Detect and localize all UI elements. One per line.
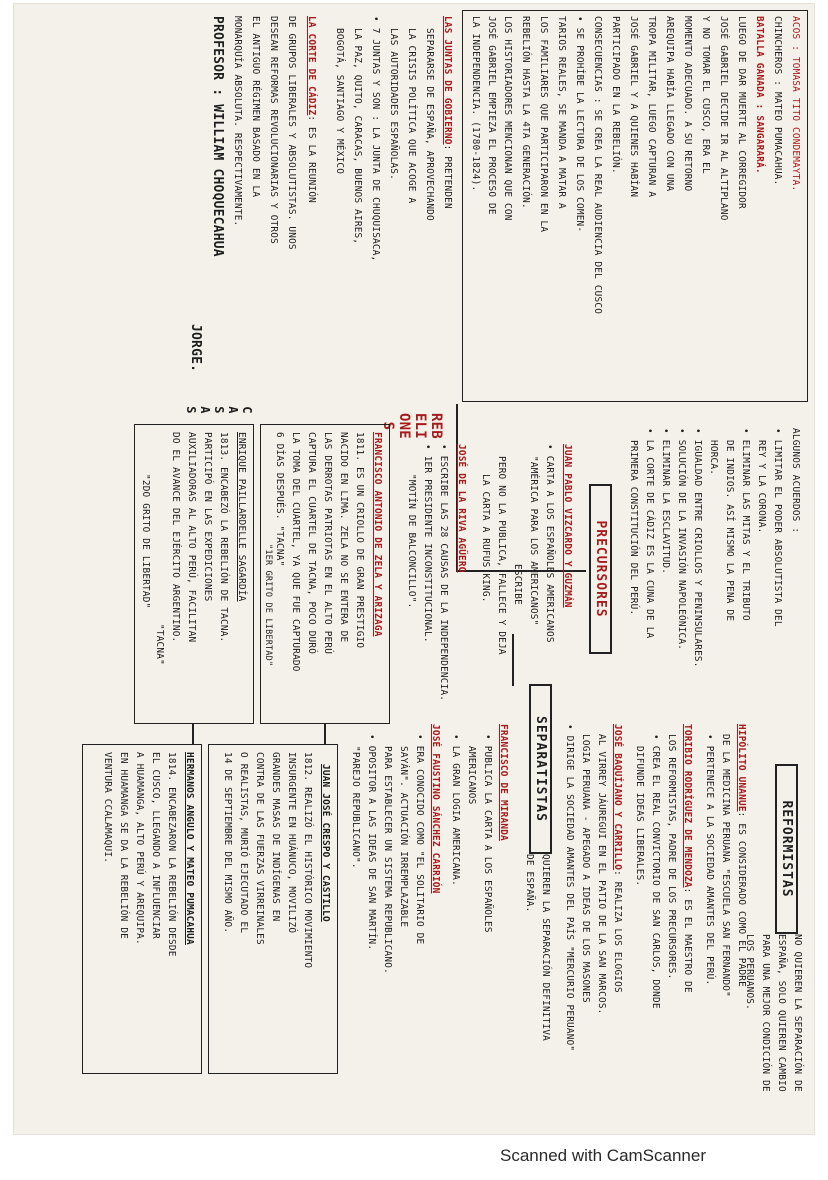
acuerdos-line: DE INDIOS. ASÍ MISMO LA PENA DE: [724, 440, 735, 622]
professor-name-2: JORGE.: [188, 324, 203, 373]
juntas-line: LA CRISIS POLÍTICA QUE ACOGE A: [406, 28, 417, 204]
header-line: CHINCHEROS : MATEO PUMACAHUA.: [772, 16, 783, 186]
reformistas-line: • CREA EL REAL CONVICTORIO DE SAN CARLOS, DONDE: [650, 734, 661, 1009]
reformistas-intro: NO QUIEREN LA SEPARACIÓN DE: [792, 934, 803, 1092]
reformistas-line: DIFUNDE IDEAS LIBERALES.: [634, 746, 645, 887]
acuerdos-line: REY Y LA CORONA.: [756, 440, 767, 534]
crespo-name: JUAN JOSÉ CRESPO Y CASTILLO: [320, 764, 331, 922]
header-line: MOMENTO ADECUADO. A SU RETORNO: [682, 16, 693, 192]
professor-name: PROFESOR : WILLIAM CHOQUECAHUA: [210, 16, 225, 257]
unanue-heading: [735, 724, 748, 987]
acuerdos-line: HORCA.: [708, 440, 719, 476]
header-line: LOS HISTORIADORES MENCIONAN QUE CON: [502, 16, 513, 221]
precursores-line: PERO NO LA PUBLICA, FALLECE Y DEJA: [496, 456, 507, 655]
crespo-line: O REALISTAS, MURIÓ EJECUTADO EL: [238, 752, 249, 934]
acuerdos-line: • LIMITAR EL PODER ABSOLUTISTA DEL: [772, 428, 783, 627]
unanue-tail: : ES CONSIDERADO COMO EL PADRE: [736, 811, 747, 987]
juntas-line: • 7 JUNTAS Y SON : LA JUNTA DE CHUQUISACA,: [370, 16, 381, 262]
reformistas-intro: PARA UNA MEJOR CONDICIÓN DE: [760, 934, 771, 1092]
acuerdos-line: • LA CORTE DE CÁDIZ ES LA CUNA DE LA: [644, 428, 655, 639]
separatistas-line: • ERA CONOCIDO COMO "EL SOLITARIO DE: [414, 734, 425, 945]
header-line: CONSECUENCIAS : SE CREA LA REAL AUDIENCIA DEL CUSCO: [592, 16, 603, 315]
crespo-line: 14 DE SEPTIEMBRE DEL MISMO AÑO.: [222, 752, 233, 934]
reformistas-line: DE LA MEDICINA PERUANA "ESCUELA SAN FERNANDO": [720, 734, 731, 997]
toribio-tail: : ES EL MAESTRO DE: [682, 887, 693, 993]
header-line: LUEGO DE DAR MUERTE AL CORREGIDOR: [736, 16, 747, 209]
juntas-line: BOGOTÁ, SANTIAGO Y MÉXICO: [334, 28, 345, 175]
separatistas-line: • OPOSITOR A LAS IDEAS DE SAN MARTÍN.: [366, 734, 377, 951]
vizcardo-name: JUAN PABLO VIZCARDO Y GUZMÁN: [562, 444, 573, 608]
paillardelle-line: AUXILIADORAS AL ALTO PERÚ, FACILITAN: [186, 432, 197, 643]
reformistas-line: LOGIA PERUANA - APEGADO A IDEAS DE LOS MASONES: [580, 734, 591, 1003]
juntas-line: LAS AUTORIDADES ESPAÑOLAS.: [388, 28, 399, 180]
precursores-line: "MOTÍN DE BALCONCILLO".: [406, 474, 417, 609]
paillardelle-name: ENRIQUE PAILLARDELLE: [236, 432, 247, 549]
cadiz-line: DESEAN REFORMAS REVOLUCIONARIAS Y OTROS: [268, 16, 279, 244]
header-line: TARIOS REALES, SE MANDA A MATAR A: [556, 16, 567, 209]
crespo-line: GRANDES MASAS DE INDÍGENAS EN: [270, 752, 281, 922]
paillardelle-line: 1813. ENCABEZÓ LA REBELIÓN DE TACNA.: [218, 432, 229, 643]
separatistas-title: SEPARATISTAS: [529, 684, 552, 854]
header-line: Y NO TOMAR EL CUSCO, ERA EL: [700, 16, 711, 174]
angulo-line: EN HUAMANGA SE DA LA REBELIÓN DE: [118, 752, 129, 940]
cadiz-title-tail: : ES LA REUNIÓN: [306, 115, 317, 204]
zela-line: 1811. ES UN CRIOLLO DE GRAN PRESTIGIO: [354, 432, 365, 649]
zela-line: LA TOMA DEL CUARTEL, YA QUE FUE CAPTURADO: [290, 432, 301, 672]
paillardelle-line: DO EL AVANCE DEL EJÉRCITO ARGENTINO.: [170, 432, 181, 643]
acuerdos-line: • IGUALDAD ENTRE CRIOLLOS Y PENINSULARES.: [692, 428, 703, 668]
header-line: LOS FAMILIARES QUE PARTICIPARON EN LA: [538, 16, 549, 233]
header-line: JOSÉ GABRIEL Y A QUIENES HABÍAN: [628, 16, 639, 198]
juntas-title-tail: : PRETENDEN: [442, 144, 453, 209]
precursores-title: PRECURSORES: [589, 484, 612, 654]
paillardelle-line: PARTICIPÓ EN LAS EXPEDICIONES: [202, 432, 213, 602]
cadiz-line: MONARQUÍA ABSOLUTA. RESPECTIVAMENTE.: [232, 16, 243, 227]
paillardelle-heading: [235, 432, 248, 602]
zela-name: FRANCISCO ANTONIO DE ZELA Y ARIZAGA: [372, 432, 383, 637]
vertical-label-casas: CASAS: [184, 406, 254, 414]
angulo-name: HERMANOS ANGULO Y MATEO PUMACAHUA: [184, 752, 195, 945]
baquijano-heading: [611, 724, 624, 993]
acuerdos-title: ALGUNOS ACUERDOS :: [790, 428, 801, 534]
separatistas-line: PARA ESTABLECER UN SISTEMA REPUBLICANO.: [382, 746, 393, 974]
angulo-line: A HUAMANGA, ALTO PERÚ Y AREQUIPA.: [134, 752, 145, 945]
acuerdos-line: • ELIMINAR LAS MITAS Y EL TRIBUTO: [740, 428, 751, 621]
unanue-name: HIPÓLITO UNANUE: [736, 724, 747, 812]
separatistas-intro: DE ESPAÑA.: [524, 854, 535, 913]
connector-line: [324, 724, 326, 744]
crespo-line: CONTRA DE LAS FUERZAS VIRREINALES: [254, 752, 265, 945]
acuerdos-line: • SOLUCIÓN DE LA INVASIÓN NAPOLEÓNICA.: [676, 428, 687, 651]
juntas-title: LAS JUNTAS DE GOBIERNO: [442, 16, 453, 145]
cadiz-line: DE GRUPOS LIBERALES Y ABSOLUTISTAS. UNOS: [286, 16, 297, 250]
reformistas-line: AL VIRREY JÁUREGUI EN EL PATIO DE LA SAN MARCOS.: [596, 734, 607, 1015]
carrion-name: JOSÉ FAUSTINO SÁNCHEZ CARRIÓN: [430, 724, 441, 894]
rebeliones-vertical: REBELIONES: [380, 413, 444, 439]
cadiz-title: LA CORTE DE CÁDIZ: [306, 16, 317, 116]
toribio-name: TORIBIO RODRÍGUEZ DE MENDOZA: [682, 724, 693, 888]
zela-line: "1ER GRITO DE LIBERTAD": [263, 544, 273, 667]
header-line: JOSÉ GABRIEL EMPIEZA EL PROCESO DE: [486, 16, 497, 215]
precursores-line: • ESCRIBE LAS 28 CAUSAS DE LA INDEPENDENCIA.: [438, 444, 449, 702]
header-line: ACOS : TOMASA TITO CONDEMAYTA.: [790, 16, 801, 192]
angulo-line: 1814. ENCABEZARON LA REBELIÓN DESDE: [166, 752, 177, 957]
juntas-heading: [441, 16, 454, 209]
paillardelle-line: "2DO GRITO DE LIBERTAD": [140, 474, 151, 609]
header-line: JOSÉ GABRIEL DECIDE IR AL ALTIPLANO: [718, 16, 729, 221]
zela-line: CAPTURA EL CUARTEL DE TACNA, POCO DURÓ: [306, 432, 317, 655]
header-line: LA INDEPENDENCIA. (1780-1824).: [470, 16, 481, 192]
header-line: REBELIÓN HASTA LA 4TA GENERACIÓN.: [520, 16, 531, 209]
connector-line: [512, 634, 514, 686]
header-line: TROPA MILITAR, LUEGO CAPTURAN A: [646, 16, 657, 198]
header-line: AREQUIPA HABÍA LLEGADO CON UNA: [664, 16, 675, 192]
acuerdos-line: PRIMERA CONSTITUCIÓN DEL PERÚ.: [628, 440, 639, 616]
juntas-line: LA PAZ, QUITO, CARACAS, BUENOS AIRES,: [352, 28, 363, 245]
header-line: • SE PROHÍBE LA LECTURA DE LOS COMEN-: [574, 16, 585, 233]
paillardelle-surname: SAGARDÍA: [236, 554, 247, 602]
precursores-line: ESCRIBE: [512, 564, 523, 605]
juntas-line: SEPARARSE DE ESPAÑA, APROVECHANDO: [424, 28, 435, 221]
separatistas-line: • LA GRAN LOGIA AMERICANA.: [450, 734, 461, 886]
crespo-line: INSURGENTE EN HUÁNUCO, MOVILIZÓ: [286, 752, 297, 934]
reformistas-line: LOS REFORMISTAS, PADRE DE LOS PRECURSORES.: [666, 734, 677, 980]
reformistas-intro: ESPAÑA, SOLO QUIEREN CAMBIO: [776, 934, 787, 1092]
precursores-line: "AMÉRICA PARA LOS AMERICANOS": [528, 456, 539, 626]
baquijano-name: JOSÉ BAQUÍJANO Y CARRILLO: [612, 724, 623, 871]
separatistas-line: SAYÁN". ACTUACIÓN IRREMPLAZABLE: [398, 746, 409, 928]
baquijano-tail: : REALIZA LOS ELOGIOS: [612, 870, 623, 993]
separatistas-line: • PUBLICA LA CARTA A LOS ESPAÑOLES: [482, 734, 493, 933]
reformistas-title: REFORMISTAS: [775, 764, 798, 934]
header-line: PARTICIPADO EN LA REBELIÓN.: [610, 16, 621, 174]
crespo-line: 1812. REALIZÓ EL HISTÓRICO MOVIMIENTO: [302, 752, 313, 969]
cadiz-heading: [305, 16, 318, 203]
reformistas-intro: LOS PERUANOS.: [744, 934, 755, 1010]
zela-line: NACIDO EN LIMA. ZELA NO SE ENTERA DE: [338, 432, 349, 643]
rotated-notes: [14, 4, 814, 1134]
precursores-line: • 1ER PRESIDENTE INCONSTITUCIONAL.: [422, 444, 433, 643]
separatistas-line: "PAREJO REPUBLICANO".: [350, 746, 361, 869]
riva-aguero-name: JOSÉ DE LA RIVA AGÜERO: [456, 444, 467, 573]
separatistas-line: AMERICANOS: [466, 746, 477, 805]
acuerdos-line: • ELIMINAR LA ESCLAVITUD.: [660, 428, 671, 575]
separatistas-intro: QUIEREN LA SEPARACIÓN DEFINITIVA: [540, 854, 551, 1042]
reformistas-line: • DIRIGE LA SOCIEDAD AMANTES DEL PAÍS "MERCURIO PERUANO": [564, 724, 575, 1052]
precursores-line: LA CARTA A RUFUS KING.: [480, 474, 491, 603]
angulo-line: VENTURA CCALAMAQUI.: [102, 752, 113, 864]
connector-line: [192, 724, 194, 744]
paillardelle-line: "TACNA": [154, 624, 165, 665]
scanned-page: [14, 4, 814, 1134]
miranda-name: FRANCISCO DE MIRANDA: [498, 724, 509, 841]
zela-line: 6 DÍAS DESPUÉS. "TACNA": [274, 432, 285, 567]
reformistas-line: • PERTENECE A LA SOCIEDAD AMANTES DEL PERÚ.: [704, 734, 715, 986]
header-line: BATALLA GANADA : SANGARARÁ.: [754, 16, 765, 174]
toribio-heading: [681, 724, 694, 993]
scanner-watermark: Scanned with CamScanner: [500, 1146, 707, 1165]
angulo-line: EL CUSCO, LLEGANDO A INFLUENCIAR: [150, 752, 161, 940]
precursores-line: • CARTA A LOS ESPAÑOLES AMERICANOS: [544, 444, 555, 643]
cadiz-line: EL ANTIGUO RÉGIMEN BASADO EN LA: [250, 16, 261, 198]
zela-line: LAS DERROTAS PATRIOTAS EN EL ALTO PERÚ: [322, 432, 333, 655]
